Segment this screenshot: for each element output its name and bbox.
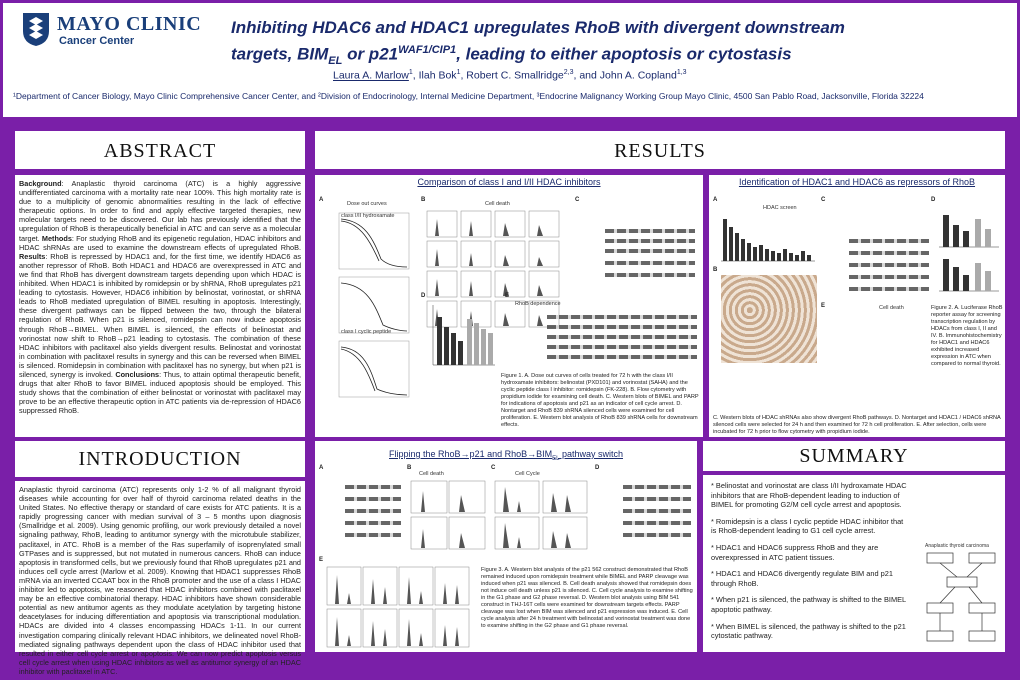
fig-label-c: C xyxy=(821,197,826,203)
blot-band xyxy=(345,509,401,513)
blot-band xyxy=(605,229,695,233)
panel-title-sub: EL xyxy=(552,455,560,462)
abstract-text: : RhoB is repressed by HDAC1 and, for the first time, we identify HDAC6 as another repressor of RhoB. Both HDAC1 and HDAC6 are overexpressed in ATC and we find that RhoB has divergent downstream targets depending upon which HDAC is inhibited. When HDAC1 is inhibited by romidepsin or by shRNA, RhoB upregulates p21 leading to cytostasis. However, HDAC6 inhibition by belinostat, vorinostat, or shRNA leads to RhoB mediated upregulation of BIMEL resulting in apoptosis. Interestingly, these divergent pathways can be flipped between the two, through the bilateral regulation of RhoB. When p21 is silenced, romidepsin can now induce apoptosis through RhoB→BIMEL. When BIMEL is silenced, the effects of belinostat and vorinostat now shift to RhoB→p21 leading to cytostasis. The combination of these HDAC inhibitors with paclitaxel also yields divergent results. Belinostat and vorinostat in combination with paclitaxel results in synergy and this can be reversed when BIMEL is silenced. Romidepsin in combination with paclitaxel has no synergy, but when p21 is silenced, synergy is invoked. xyxy=(19,251,301,379)
fig-subtitle: Dose out curves xyxy=(347,201,387,207)
panel-title xyxy=(315,441,697,462)
western-blot-c xyxy=(605,225,695,287)
poster-title xyxy=(231,17,971,72)
fig-subtitle: Cell death xyxy=(879,305,904,311)
title-sub: EL xyxy=(328,55,343,68)
figure-1-caption: Figure 1. A. Dose out curves of cells treated for 72 h with the class I/II hydroxamate inhibitors: belinostat (PXD101) and vorinostat (SAHA) and the cyclic peptide class I inhibitor: romidepsin (FK-228). B. Flow cytometry with propidium iodide for examining cell death. C. Western blots of BIMEL and PARP for indications of apoptosis and p21 as an indicator of cell cycle arrest. D. Nontarget and RhoB 839 shRNA silenced cells were examined for cell proliferation. E. Western blot analysis of RhoB 839 shRNA cells for downstream effects. xyxy=(501,373,699,428)
western-blot-hdac xyxy=(849,235,929,299)
panel-title: Comparison of class I and I/II HDAC inhibitors xyxy=(417,177,601,187)
western-blot-p21 xyxy=(345,481,401,543)
results-heading: RESULTS xyxy=(315,133,1005,169)
panel-title-part: Flipping the RhoB→p21 and RhoB→BIM xyxy=(389,449,553,459)
results-panel-hdac-identification xyxy=(709,175,1005,437)
blot-band xyxy=(547,355,697,359)
fig-subtitle: HDAC screen xyxy=(763,205,797,211)
logo-subtitle: Cancer Center xyxy=(59,35,135,47)
introduction-panel xyxy=(15,481,305,676)
blot-band xyxy=(849,239,929,243)
summary-panel xyxy=(703,475,1005,652)
western-blot-bim xyxy=(623,481,691,543)
cell-cycle-e-histograms xyxy=(325,565,475,649)
summary-item: * Belinostat and vorinostat are class I/II hydroxamate HDAC inhibitors that are RhoB-dependent leading to induction of BIMEL for promoting G2/M cell cycle arrest and apoptosis. xyxy=(711,481,907,510)
diagram-title: Anaplastic thyroid carcinoma xyxy=(925,543,989,549)
title-line-1: Inhibiting HDAC6 and HDAC1 upregulates RhoB with divergent downstream xyxy=(231,18,845,37)
abstract-label: Conclusions xyxy=(115,369,160,379)
right-border xyxy=(1005,131,1017,652)
introduction-heading: INTRODUCTION xyxy=(15,441,305,477)
author: , and John A. Copland xyxy=(573,69,677,82)
dose-curves-figure xyxy=(325,209,413,399)
logo-name: MAYO CLINIC xyxy=(57,13,202,35)
fig-label-e: E xyxy=(319,557,324,563)
author: , Ilah Bok xyxy=(412,69,457,82)
summary-item: * When BIMEL is silenced, the pathway is shifted to the p21 cytostatic pathway. xyxy=(711,621,906,641)
title-part: targets, BIM xyxy=(231,44,329,64)
author-sup: 1 xyxy=(408,69,413,76)
author-first: Laura A. Marlow xyxy=(333,69,409,82)
cell-death-switch-histograms xyxy=(409,479,487,551)
fig-label-a: A xyxy=(713,197,718,203)
blot-band xyxy=(345,485,401,489)
blot-band xyxy=(623,485,691,489)
figure-2-caption-a: Figure 2. A. Luciferase RhoB reporter assay for screening transcription regulation by HDACs from class I, II and IV. B. Immunohistochemistry for HDAC1 and HDAC6 exhibited increased expression in ATC when compared to normal thyroid. xyxy=(931,305,1003,367)
proliferation-hdac-bars xyxy=(935,209,1001,293)
author-sup: 1,3 xyxy=(676,69,687,76)
abstract-heading: ABSTRACT xyxy=(15,133,305,169)
blot-band xyxy=(605,249,695,253)
summary-heading: SUMMARY xyxy=(703,441,1005,471)
title-part: , leading to either apoptosis or cytostasis xyxy=(456,44,792,64)
abstract-text: : Thus, to attain optimal therapeutic benefit, drugs that alter RhoB to favor BIMEL induced apoptosis should be employed. This study shows that the combination of either belinostat or vorinostat with paclitaxel may prove to be an effective therapeutic option in ATC patients via de-repression of HDAC6 suppressed RhoB. xyxy=(19,369,302,416)
panel-title-part: pathway switch xyxy=(559,449,623,459)
fig-subtitle: Cell death xyxy=(419,471,444,477)
blot-band xyxy=(605,273,695,277)
results-panel-hdac-comparison xyxy=(315,175,703,437)
authors xyxy=(333,69,687,82)
abstract-label: Methods xyxy=(41,233,72,243)
poster-header xyxy=(3,3,1017,121)
title-sup: WAF1/CIP1 xyxy=(398,44,457,56)
panel-title: Identification of HDAC1 and HDAC6 as repressors of RhoB xyxy=(738,177,976,187)
abstract-panel xyxy=(15,175,305,437)
fig-label-d: D xyxy=(421,293,426,299)
western-blot-e xyxy=(547,311,697,367)
figure-3-caption: Figure 3. A. Western blot analysis of the p21 562 construct demonstrated that RhoB remained induced upon romidepsin treatment while BIMEL and PARP cleavage was induced when p21 was silenced. B. Cell death analysis showed that romidepsin does not induce cell death unless p21 is silenced. C. Cell cycle analysis to examine shifting in the G1 phase and G2 phase reversal. D. Western blot analysis using BIM 541 construct in THJ-16T cells were examined for downstream targets effects. PARP cleavage was lost when BIM was silenced and p21 expression was induced. E. Cell cycle analysis after 24 h treatment with belinostat and vorinostat treatment was done to examine shifting in the G2 phase and G1 phase reversal. xyxy=(481,567,693,629)
blot-band xyxy=(547,315,697,319)
fig-subtitle: Cell death xyxy=(485,201,510,207)
blot-band xyxy=(605,261,695,265)
fig-label-b: B xyxy=(713,267,718,273)
fig-subtitle: class I cyclic peptide xyxy=(341,329,392,335)
summary-list xyxy=(703,475,917,654)
blot-band xyxy=(849,251,929,255)
abstract-label: Background xyxy=(19,179,62,188)
figure-2-caption-b: C. Western blots of HDAC shRNAs also show divergent RhoB pathways. D. Nontarget and HDAC1 / HDAC6 shRNA silenced cells were selected for 24 h and then examined for 72 h cell proliferation. E. After selection, cells were incubated for 72 h prior to flow cytometry with propidium iodide. xyxy=(713,415,1001,435)
blot-band xyxy=(605,239,695,243)
fig-label-b: B xyxy=(421,197,426,203)
blot-band xyxy=(547,325,697,329)
column-divider xyxy=(305,131,315,652)
fig-label-d: D xyxy=(595,465,600,471)
hdac-screen-bars xyxy=(719,213,817,263)
fig-subtitle: RhoB dependence xyxy=(515,301,561,307)
blot-band xyxy=(849,275,929,279)
author-sup: 2,3 xyxy=(563,69,574,76)
blot-band xyxy=(345,497,401,501)
summary-item: * HDAC1 and HDAC6 divergently regulate BIM and p21 through RhoB. xyxy=(711,569,893,588)
title-line-2 xyxy=(231,39,971,72)
fig-label-e: E xyxy=(821,303,826,309)
fig-label-c: C xyxy=(575,197,580,203)
poster xyxy=(3,3,1017,676)
fig-label-b: B xyxy=(407,465,412,471)
mayo-logo xyxy=(21,11,211,51)
abstract-label: Results xyxy=(19,251,46,261)
blot-band xyxy=(345,521,401,525)
fig-subtitle: class I/II hydroxamate xyxy=(341,213,395,219)
proliferation-bars xyxy=(427,303,497,369)
blot-band xyxy=(623,497,691,501)
fig-label-a: A xyxy=(319,197,324,203)
affiliations: ¹Department of Cancer Biology, Mayo Clinic Comprehensive Cancer Center, and ²Division of Endocrinology, Internal Medicine Department, ³Endocrine Malignancy Working Group Mayo Clinic, 4500 San Pablo Road, Jacksonville, Florida 32224 xyxy=(13,91,924,101)
fig-label-a: A xyxy=(319,465,324,471)
left-border xyxy=(3,131,15,652)
divider-band xyxy=(3,121,1017,131)
author-sup: 1 xyxy=(456,69,461,76)
abstract-text: : For studying RhoB and its epigenetic regulation, HDAC inhibitors and HDAC shRNAs are used to examine the downstream effects of upregulated RhoB. xyxy=(19,233,301,252)
cell-cycle-histograms xyxy=(493,479,589,551)
blot-band xyxy=(623,521,691,525)
ihc-images xyxy=(721,275,817,363)
fig-label-c: C xyxy=(491,465,496,471)
fig-subtitle: Cell Cycle xyxy=(515,471,540,477)
summary-item: * HDAC1 and HDAC6 suppress RhoB and they are overexpressed in ATC patient tissues. xyxy=(711,542,879,562)
blot-band xyxy=(345,533,401,537)
abstract-body xyxy=(15,175,305,419)
fig-label-e: E xyxy=(505,293,510,299)
results-panel-pathway-switch xyxy=(315,441,697,652)
blot-band xyxy=(849,287,929,291)
summary-item: * Romidepsin is a class I cyclic peptide HDAC inhibitor that is RhoB-dependent leading to G1 cell cycle arrest. xyxy=(711,516,904,536)
title-part: or p21 xyxy=(342,44,399,64)
fig-label-d: D xyxy=(931,197,936,203)
blot-band xyxy=(623,509,691,513)
summary-item: * When p21 is silenced, the pathway is shifted to the BIMEL apoptotic pathway. xyxy=(711,595,906,614)
author: , Robert C. Smallridge xyxy=(460,69,564,82)
blot-band xyxy=(547,335,697,339)
abstract-text: : Anaplastic thyroid carcinoma (ATC) is a highly aggressive undifferentiated carcinoma with a mortality rate near 100%. This high mortality rate is due to a multiplicity of genomic abnormalities resulting in the lack of effective therapeutic options. In order to find and apply effective targeted therapies, new molecular targets need to be discovered. Our lab has previously identified that the upregulation of RhoB is therapeutically beneficial in ATC and can serve as a molecular target. xyxy=(19,179,301,243)
blot-band xyxy=(623,533,691,537)
mayo-shield-icon xyxy=(21,11,51,47)
blot-band xyxy=(849,263,929,267)
blot-band xyxy=(547,345,697,349)
introduction-body: Anaplastic thyroid carcinoma (ATC) represents only 1-2 % of all malignant thyroid diseases while accounting for over half of thyroid carcinoma related deaths in the United States. No effective therapy or standard of care exists for ATC patients. It is a rapidly progressing cancer with median survival of 3 – 5 months upon diagnosis (Smallridge et al. 2009). Using genomic profiling, our work previously detailed a novel signaling pathway, RhoB, leading to antitumor synergy with the microtubule stabilizer, paclitaxel, in ATC. RhoB is a member of the Ras superfamily of isoprenylated small GTPases and is suppressed, but not mutated in numerous cancers. RhoB can induce apoptosis in transformed cells, but we previously found that RhoB upregulates p21 and induces cell cycle arrest (Marlow et al. 2009). Knowing that HDAC1 suppresses RhoB mRNA via an inverted CCAAT box in the RhoB promoter and the use of a class I HDAC inhibitor led to apoptosis, we reasoned that HDAC inhibitors combined with paclitaxel may be an effective combinatorial therapy. HDAC inhibitors have shown considerable potential as new antitumor agents as they modulate acetylation by targeting histone deacetylases for inducing differentiation and apoptosis via transcriptional modulation. HDACs are divided into 4 classes encompassing HDACs 1-11. In our current investigation comparing clinically relevant HDAC inhibitors, we delineated novel RhoB-mediated signaling pathways dependent upon the class of HDAC inhibitor used that resulted in either cell cycle arrest or apoptosis. We can now predict apoptosis versus cell cycle arrest when using HDAC inhibitors as well as antitumor synergy of an HDAC inhibitor with paclitaxel in ATC. xyxy=(19,485,301,676)
pathway-diagram xyxy=(923,551,1001,647)
